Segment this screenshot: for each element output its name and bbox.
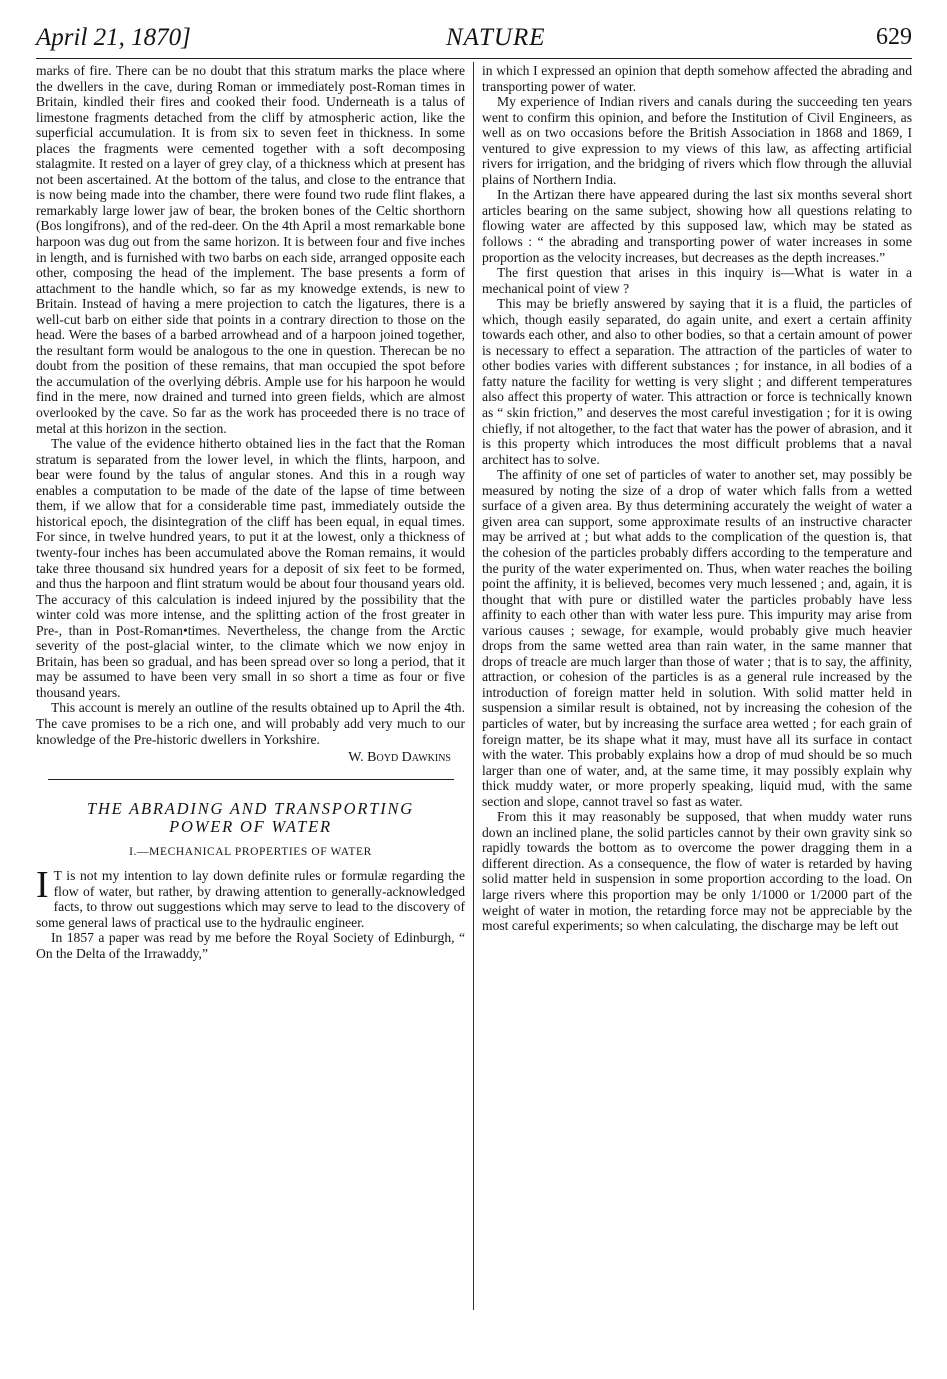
paragraph: This account is merely an outline of the results obtained up to April the 4th. The cave promises to be a rich one, and will probably add very much to our knowledge of the Pre-historic dwellers in Yorkshire. bbox=[36, 700, 465, 747]
paragraph: My experience of Indian rivers and canals during the succeeding ten years went to confirm this opinion, and before the Institution of Civil Engineers, as well as on two occasions before the British Association in 1868 and 1869, I ventured to give expression to my views of this law, as affecting artificial rivers for irrigation, and the bridging of rivers which flow through the alluvial plains of Northern India. bbox=[482, 94, 912, 187]
column-divider bbox=[473, 62, 474, 1310]
header-rule bbox=[36, 58, 912, 59]
section-heading: I.—MECHANICAL PROPERTIES OF WATER bbox=[129, 845, 372, 858]
article-title-line: THE ABRADING AND TRANSPORTING bbox=[86, 798, 415, 818]
issue-date: April 21, 1870] bbox=[36, 24, 191, 51]
author-signature: W. Boyd Dawkins bbox=[348, 750, 451, 766]
article-title-line: POWER OF WATER bbox=[169, 816, 332, 836]
drop-cap: I bbox=[36, 864, 49, 907]
left-column bbox=[36, 63, 465, 961]
article-title bbox=[36, 800, 465, 836]
paragraph-with-drop-cap bbox=[36, 864, 465, 930]
paragraph: In the Artizan there have appeared during the last six months several short articles bearing on the same subject, showing how all questions relating to flowing water are affected by this supposed law, which may be stated as follows : “ the abrading and transporting power of water increases in some proportion as the velocity increases, but decreases as the depth increases.” bbox=[482, 187, 912, 265]
page-number: 629 bbox=[876, 24, 912, 50]
paragraph-text: T is not my intention to lay down definite rules or formulæ regarding the flow of water, but rather, by drawing attention to generally-acknowledged facts, to throw out suggestions which may serve to lead to the discovery of some general laws of practical use to the hydraulic engineer. bbox=[36, 868, 465, 930]
running-header bbox=[36, 24, 912, 52]
paragraph: The value of the evidence hitherto obtained lies in the fact that the Roman stratum is separated from the lower level, in which the flints, harpoon, and bear were found by the talus of angular stones. And this in a rough way enables a computation to be made of the date of the lapse of time between them, if we allow that for a considerable time past, immediately outside the historical epoch, the disintegration of the cliff has been equal, in equal times. For since, in twelve hundred years, to put it at the lowest, only a thickness of twenty-four inches has been accumulated above the Roman remains, it would take three thousand six hundred years for a deposit of six feet to be formed, and thus the harpoon and flint stratum would be about four thousand years old. The accuracy of this calculation is indeed injured by the possibility that the winter cold was more intense, and the splitting action of the frost greater in Pre-, than in Post-Roman•times. Nevertheless, the change from the Arctic severity of the post-glacial winter, to the climate which we now enjoy in Britain, has been so gradual, and has been spread over so long a period, that it may be assumed to have been very small in so short a time as four or five thousand years. bbox=[36, 436, 465, 700]
paragraph: in which I expressed an opinion that depth somehow affected the abrading and transporting power of water. bbox=[482, 63, 912, 94]
section-divider bbox=[48, 779, 454, 780]
journal-title: NATURE bbox=[446, 24, 546, 51]
paragraph: From this it may reasonably be supposed, that when muddy water runs down an inclined plane, the solid particles cannot by their own gravity sink so rapidly towards the bottom as to overcome the power dragging them in a different direction. As a consequence, the flow of water is retarded by having solid matter held in suspension in some proportion according to the load. On large rivers where this proportion may be only 1/1000 or 1/2000 part of the weight of water in motion, the retarding force may not be appreciable by the most careful experiments; so when calculating, the discharge may be left out bbox=[482, 809, 912, 934]
paragraph: This may be briefly answered by saying that it is a fluid, the particles of which, though easily separated, do again unite, and exert a certain affinity towards each other, and also to other bodies, so that a certain amount of power is necessary to effect a separation. The attraction of the particles of water to other bodies varies with different substances ; for instance, in all bodies of a fatty nature the facility for wetting is very slight ; and different temperatures also affect this property of water. This attraction or force is technically known as “ skin friction,” and deserves the most careful investigation ; for it is owing chiefly, if not altogether, to the fact that water has the power of abrasion, and it is this property which introduces the most difficult problems that a naval architect has to solve. bbox=[482, 296, 912, 467]
paragraph: The first question that arises in this inquiry is—What is water in a mechanical point of view ? bbox=[482, 265, 912, 296]
right-column bbox=[482, 63, 912, 934]
paragraph: The affinity of one set of particles of water to another set, may possibly be measured by noting the size of a drop of water which falls from a wetted surface of a given area. By thus determining accurately the weight of water a given area can support, some approximate results of an instructive character may be arrived at ; but what adds to the complication of the question is, that the cohesion of the particles probably differs according to the temperature and the purity of the water experimented on. Thus, when water reaches the boiling point the affinity, it is believed, becomes very much lessened ; and, again, it is thought that with pure or distilled water the particles probably have less affinity to each other than with water less pure. This impurity may arise from various causes ; sewage, for example, would probably give much heavier drops from the same wetted area than rain water, in the same manner that drops of treacle are much larger than those of water ; that is to say, the affinity, attraction, or cohesion of the particles is as a general rule increased by the introduction of foreign matter held in solution. With solid matter held in suspension a similar result is obtained, not by increasing the cohesion of the particles of water, but by increasing the surface area wetted ; for each grain of foreign matter, be its shape what it may, must have all its surface in contact with the water. This probably explains how a drop of mud should be so much larger than one of water, and, at the same time, it may possibly explain why thick muddy water, or more properly speaking, liquid mud, with the same section and slope, cannot travel so fast as water. bbox=[482, 467, 912, 809]
paragraph: marks of fire. There can be no doubt that this stratum marks the place where the dwellers in the cave, during Roman or immediately post-Roman times in Britain, kindled their fires and cooked their food. Underneath is a talus of limestone fragments detached from the cliff by atmospheric action, like the superficial accumulation. It is from six to seven feet in thickness. In some places the fragments were cemented together with a soft decomposing stalagmite. It rested on a layer of grey clay, of a thickness which at present has not been ascertained. At the bottom of the talus, and close to the entrance that is now being made into the chamber, there were found two rude flint flakes, a remarkably large lower jaw of bear, the broken bones of the Celtic shorthorn (Bos longifrons), and of the red-deer. On the 4th April a most remarkable bone harpoon was dug out from the same horizon. It is between four and five inches in length, and is furnished with two barbs on each side, arranged opposite each other, composing the head of the implement. The base presents a form of attachment to the handle which, so far as my knowedge extends, is new to Britain. Instead of having a mere projection to catch the ligatures, there is a well-cut barb on either side that points in a contrary direction to those on the head. Were the bases of a barbed arrowhead and of a harpoon joined together, the resultant form would be analogous to the one in question. Therecan be no doubt from the position of these remains, that man occupied the spot before the accumulation of the overlying débris. Ample use for his harpoon he would find in the mere, now drained and turned into green fields, which are almost overlooked by the cave. So far as the work has proceeded there is no trace of metal at this horizon in the section. bbox=[36, 63, 465, 436]
paragraph: In 1857 a paper was read by me before the Royal Society of Edinburgh, “ On the Delta of the Irrawaddy,” bbox=[36, 930, 465, 961]
